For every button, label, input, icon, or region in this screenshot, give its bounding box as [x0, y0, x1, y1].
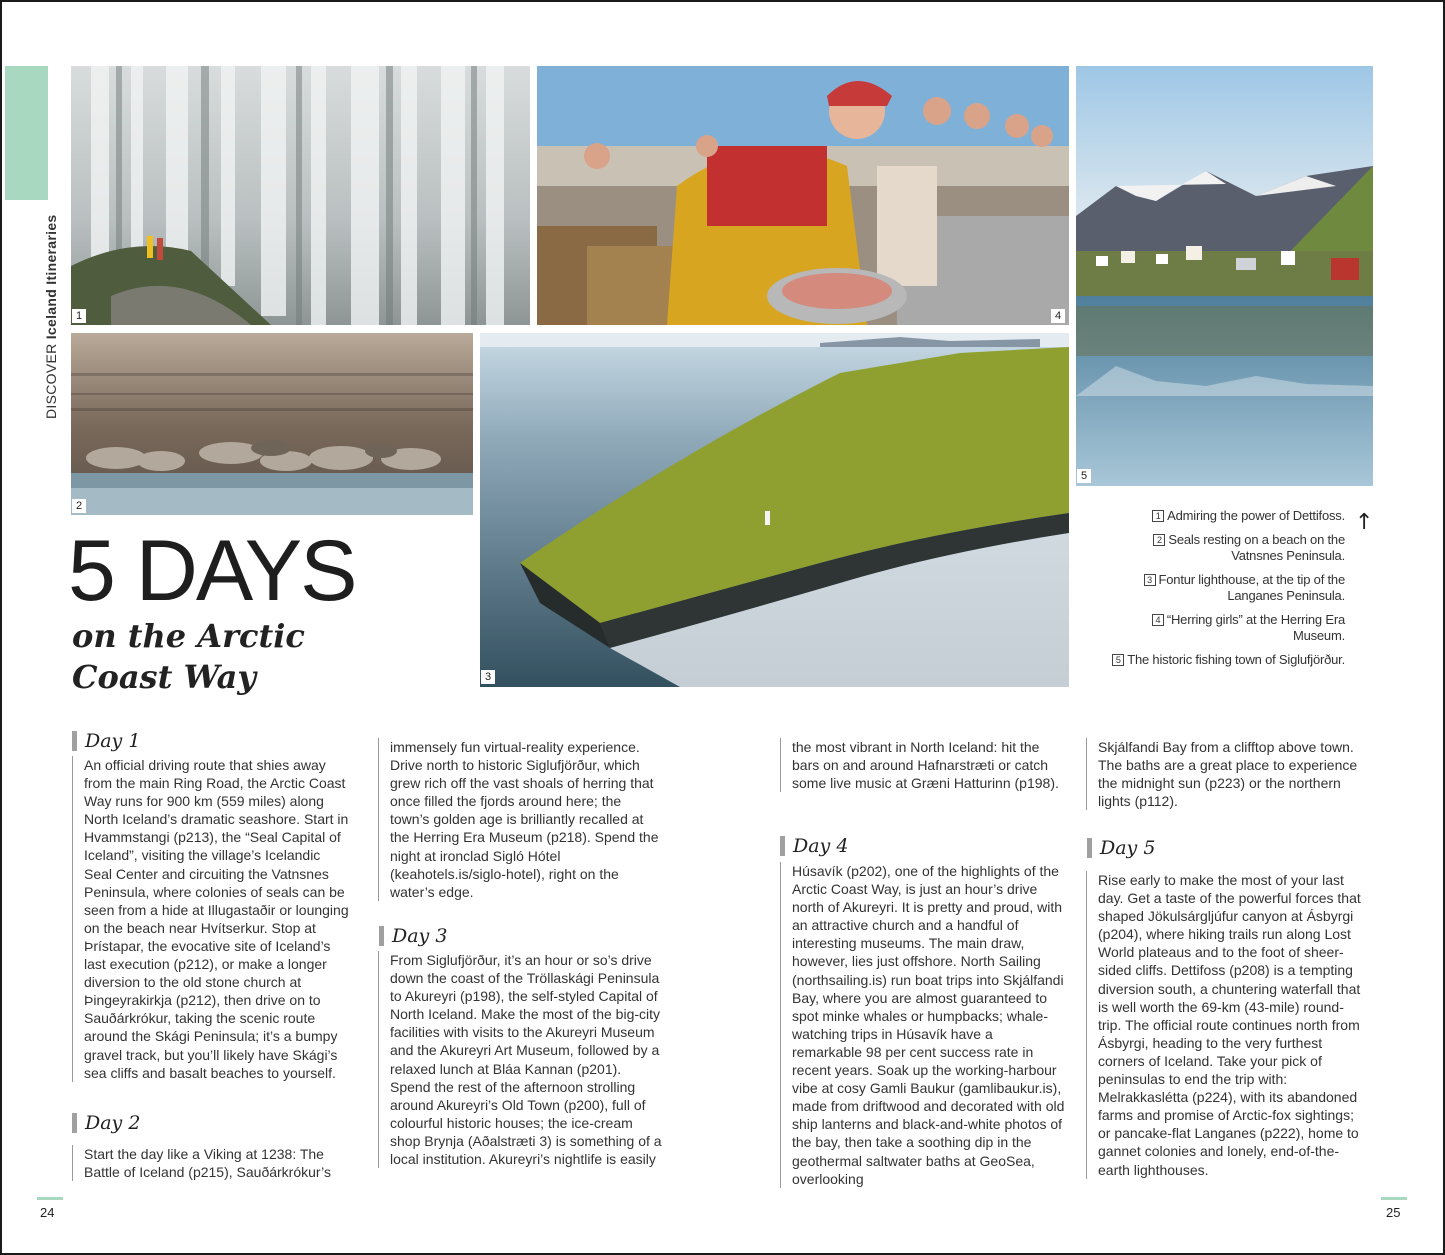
caption-text: Fontur lighthouse, at the tip of the Langanes Peninsula. [1158, 571, 1345, 603]
day5-paragraph: Rise early to make the most of your last day. Get a taste of the powerful forces that shaped Jökulsárgljúfur canyon at Ásbyrgi (p204), where hiking trails run along Lost World plateaus and to the foot of sheer-sided cliffs. Dettifoss (p208) is a tempting diversion south, a chuntering waterfall that is well worth the 69-km (43-mile) round-trip. The official route continues north from Ásbyrgi, heading to the very furthest corners of Iceland. Take your pick of peninsulas to end the trip with: Melrakkaslétta (p224), with its abandoned farms and promise of Arctic-fox sightings; or pancake-flat Langanes (p222), home to gannet colonies and lonely, end-of-the-earth lighthouses. [1098, 872, 1361, 1178]
caption-item [1100, 508, 1345, 525]
caption-item [1100, 652, 1345, 669]
photo-number: 1 [72, 309, 86, 323]
caption-item [1100, 612, 1345, 645]
day5-heading: Day 5 [1087, 838, 1155, 858]
day3-paragraph: From Siglufjörður, it’s an hour or so’s drive down the coast of the Tröllaskági Peninsula to Akureyri (p198), the self-styled Capital of North Iceland. Make the most of the big-city facilities with visits to the Akureyri Museum and the Akureyri Art Museum, followed by a relaxed lunch at Bláa Kannan (p201). Spend the rest of the afternoon strolling around Akureyri’s Old Town (p200), full of colourful historic houses; the ice-cream shop Brynja (Aðalstræti 3) is something of a local institution. Akureyri’s nightlife is easily [390, 952, 662, 1168]
caption-text: Seals resting on a beach on the Vatnsnes Peninsula. [1168, 531, 1345, 563]
caption-number: 4 [1152, 614, 1164, 626]
section-name: DISCOVER [43, 343, 59, 419]
photo-captions [1100, 508, 1345, 675]
page-number-rule-right [1381, 1197, 1407, 1200]
photo-dettifoss [71, 66, 530, 325]
caption-number: 3 [1144, 574, 1156, 586]
caption-text: Admiring the power of Dettifoss. [1167, 508, 1345, 523]
photo-seals [71, 333, 473, 515]
page-subtitle: on the Arctic Coast Way [72, 617, 305, 696]
day1-paragraph: An official driving route that shies away from the main Ring Road, the Arctic Coast Way runs for 900 km (559 miles) along North Iceland’s dramatic seashore. Start in Hvammstangi (p213), the “Seal Capital of Iceland”, visiting the village’s Icelandic Seal Center and circuiting the Vatnsnes Peninsula, where colonies of seals can be seen from a hide at Illugastaðir or lounging on the beach near Hvítserkur. Stop at Þrístapar, the evocative site of Iceland’s last execution (p212), or make a longer diversion to the old stone church at Þingeyrakirkja (p212), then drive on to Sauðárkrókur, taking the scenic route around the Skági Peninsula; it’s a bumpy gravel track, but you’ll likely have Skági’s sea cliffs and basalt beaches to yourself. [84, 757, 349, 1081]
day3-text-cont [780, 738, 1065, 792]
day3-paragraph-cont: the most vibrant in North Iceland: hit the bars on and around Hafnarstræti or catch some live music at Græni Hatturinn (p198). [792, 739, 1059, 792]
section-label [43, 215, 59, 420]
page-title: 5 DAYS [68, 523, 356, 619]
day3-cont-column [780, 738, 1065, 792]
caption-number: 5 [1112, 654, 1124, 666]
photo-siglufjordur [1076, 66, 1373, 486]
day4-paragraph-cont: Skjálfandi Bay from a clifftop above town. The baths are a great place to experience the midnight sun (p223) or the northern lights (p112). [1098, 739, 1358, 810]
day4-text [780, 862, 1065, 1188]
day4-heading: Day 4 [780, 836, 848, 856]
day2-paragraph-start: Start the day like a Viking at 1238: The Battle of Iceland (p215), Sauðárkrókur’s [84, 1146, 331, 1181]
caption-number: 1 [1152, 510, 1164, 522]
photo-number: 2 [72, 499, 86, 513]
photo-number: 5 [1077, 469, 1091, 483]
caption-text: “Herring girls” at the Herring Era Museum. [1166, 611, 1345, 643]
day2-start-column [72, 1145, 352, 1181]
day2-heading: Day 2 [72, 1113, 140, 1133]
up-arrow-icon: ↑ [1355, 510, 1374, 535]
day2-cont-column [378, 738, 663, 901]
photo-fontur-lighthouse [480, 333, 1069, 687]
photo-number: 3 [481, 670, 495, 684]
caption-item [1100, 572, 1345, 605]
day1-heading: Day 1 [72, 731, 140, 751]
page-number-right: 25 [1386, 1205, 1401, 1220]
day2-text-start [72, 1145, 352, 1181]
day3-column [378, 951, 663, 1168]
day1-text [72, 756, 352, 1082]
day5-column [1086, 871, 1366, 1179]
day5-text [1086, 871, 1366, 1179]
subsection-name: Iceland Itineraries [43, 214, 59, 340]
day3-text [378, 951, 663, 1168]
page-number-left: 24 [40, 1205, 55, 1220]
day4-column [780, 862, 1065, 1188]
photo-herring-girls [537, 66, 1069, 325]
day3-heading: Day 3 [379, 926, 447, 946]
caption-text: The historic fishing town of Siglufjörður. [1127, 651, 1345, 667]
section-tab [5, 66, 48, 200]
page-number-rule-left [37, 1197, 63, 1200]
day2-paragraph-cont: immensely fun virtual-reality experience. Drive north to historic Siglufjörður, which grew rich off the vast shoals of herring that once filled the fjords around here; the town’s golden age is brilliantly recalled at the Herring Era Museum (p218). Spend the night at ironclad Sigló Hótel (keahotels.is/siglo-hotel), right on the water’s edge. [390, 739, 659, 900]
day4-text-cont [1086, 738, 1366, 810]
caption-number: 2 [1153, 534, 1165, 546]
day4-cont-column [1086, 738, 1366, 810]
day4-paragraph: Húsavík (p202), one of the highlights of the Arctic Coast Way, is just an hour’s drive north of Akureyri. It is pretty and proud, with an attractive church and a handful of interesting museums. The main draw, however, lies just offshore. North Sailing (northsailing.is) run boat trips into Skjálfandi Bay, where you are almost guaranteed to spot minke whales or humpbacks; whale-watching trips in Húsavík have a remarkable 98 per cent success rate in recent years. Soak up the working-harbour vibe at cosy Gamli Baukur (gamlibaukur.is), made from driftwood and decorated with old ship lanterns and black-and-white photos of the bay, then take a soothing dip in the geothermal saltwater baths at GeoSea, overlooking [792, 863, 1065, 1187]
day1-column [72, 756, 352, 1082]
day2-text-cont [378, 738, 663, 901]
photo-number: 4 [1051, 309, 1065, 323]
caption-item [1100, 532, 1345, 565]
